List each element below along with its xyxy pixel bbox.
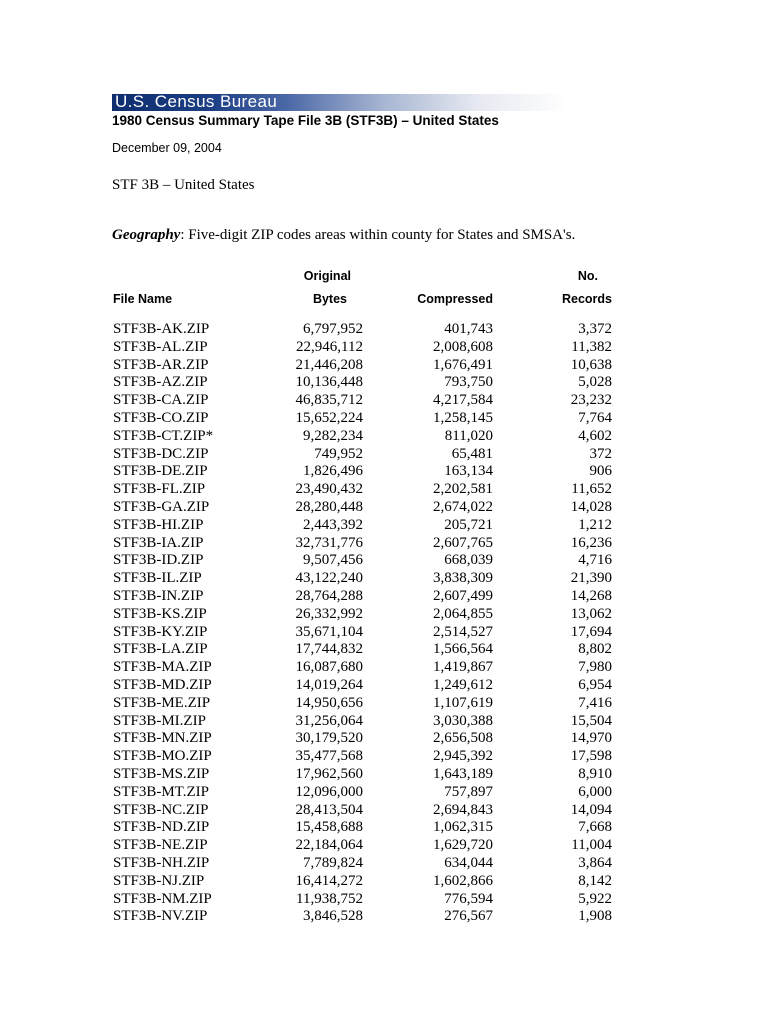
- original-bytes-cell: 28,764,288: [295, 587, 363, 604]
- original-bytes-cell: 28,413,504: [295, 801, 363, 818]
- table-row: [0, 819, 770, 837]
- original-bytes-cell: 14,950,656: [295, 694, 363, 711]
- file-name-cell: STF3B-IA.ZIP: [113, 534, 204, 551]
- file-name-cell: STF3B-CO.ZIP: [113, 409, 209, 426]
- original-bytes-cell: 17,744,832: [295, 641, 363, 658]
- original-bytes-cell: 26,332,992: [295, 605, 363, 622]
- compressed-bytes-cell: 2,945,392: [433, 748, 493, 765]
- table-row: [0, 624, 770, 642]
- table-row: [0, 873, 770, 891]
- file-name-cell: STF3B-MT.ZIP: [113, 783, 209, 800]
- compressed-bytes-cell: 811,020: [444, 427, 493, 444]
- census-bureau-banner: [112, 94, 568, 111]
- file-name-cell: STF3B-MO.ZIP: [113, 748, 212, 765]
- original-bytes-cell: 9,282,234: [303, 427, 363, 444]
- compressed-bytes-cell: 1,602,866: [433, 872, 493, 889]
- original-bytes-cell: 21,446,208: [295, 356, 363, 373]
- records-cell: 23,232: [570, 392, 612, 409]
- geography-label: Geography: [112, 227, 181, 243]
- table-row: [0, 463, 770, 481]
- records-cell: 372: [589, 445, 612, 462]
- records-cell: 7,416: [578, 694, 612, 711]
- table-row: [0, 339, 770, 357]
- table-row: [0, 802, 770, 820]
- table-row: [0, 784, 770, 802]
- original-bytes-cell: 31,256,064: [295, 712, 363, 729]
- file-name-cell: STF3B-MD.ZIP: [113, 676, 212, 693]
- table-row: [0, 374, 770, 392]
- compressed-bytes-cell: 1,249,612: [433, 676, 493, 693]
- records-cell: 4,716: [578, 552, 612, 569]
- file-name-cell: STF3B-HI.ZIP: [113, 516, 204, 533]
- table-row: [0, 606, 770, 624]
- compressed-bytes-cell: 2,607,499: [433, 587, 493, 604]
- compressed-bytes-cell: 4,217,584: [433, 392, 493, 409]
- records-cell: 6,954: [578, 676, 612, 693]
- compressed-bytes-cell: 2,064,855: [433, 605, 493, 622]
- file-name-cell: STF3B-IN.ZIP: [113, 587, 204, 604]
- records-cell: 13,062: [570, 605, 612, 622]
- table-row: [0, 677, 770, 695]
- records-cell: 4,602: [578, 427, 612, 444]
- records-cell: 16,236: [570, 534, 612, 551]
- original-bytes-cell: 15,458,688: [295, 819, 363, 836]
- column-header-original-bottom: Bytes: [312, 292, 347, 306]
- records-cell: 8,802: [578, 641, 612, 658]
- document-date: December 09, 2004: [112, 141, 222, 155]
- original-bytes-cell: 15,652,224: [295, 409, 363, 426]
- original-bytes-cell: 7,789,824: [303, 854, 363, 871]
- records-cell: 5,028: [578, 374, 612, 391]
- records-cell: 7,668: [578, 819, 612, 836]
- file-name-cell: STF3B-FL.ZIP: [113, 481, 206, 498]
- original-bytes-cell: 2,443,392: [303, 516, 363, 533]
- table-row: [0, 321, 770, 339]
- table-row: [0, 446, 770, 464]
- compressed-bytes-cell: 65,481: [451, 445, 493, 462]
- table-row: [0, 517, 770, 535]
- table-row: [0, 837, 770, 855]
- file-name-cell: STF3B-NV.ZIP: [113, 908, 208, 925]
- file-name-cell: STF3B-MS.ZIP: [113, 765, 210, 782]
- records-cell: 5,922: [578, 890, 612, 907]
- records-cell: 14,970: [570, 730, 612, 747]
- file-name-cell: STF3B-IL.ZIP: [113, 570, 202, 587]
- records-cell: 11,382: [571, 338, 612, 355]
- original-bytes-cell: 11,938,752: [296, 890, 363, 907]
- records-cell: 7,764: [578, 409, 612, 426]
- compressed-bytes-cell: 2,514,527: [433, 623, 493, 640]
- records-cell: 1,212: [578, 516, 612, 533]
- original-bytes-cell: 12,096,000: [295, 783, 363, 800]
- original-bytes-cell: 23,490,432: [295, 481, 363, 498]
- table-row: [0, 570, 770, 588]
- original-bytes-cell: 30,179,520: [295, 730, 363, 747]
- compressed-bytes-cell: 1,566,564: [433, 641, 493, 658]
- original-bytes-cell: 17,962,560: [295, 765, 363, 782]
- column-header-records-top: No.: [577, 269, 598, 283]
- table-row: [0, 410, 770, 428]
- original-bytes-cell: 16,414,272: [295, 872, 363, 889]
- compressed-bytes-cell: 2,674,022: [433, 498, 493, 515]
- table-row: [0, 535, 770, 553]
- file-name-cell: STF3B-NM.ZIP: [113, 890, 212, 907]
- original-bytes-cell: 22,946,112: [296, 338, 363, 355]
- records-cell: 8,142: [578, 872, 612, 889]
- compressed-bytes-cell: 3,838,309: [433, 570, 493, 587]
- table-row: [0, 588, 770, 606]
- compressed-bytes-cell: 1,062,315: [433, 819, 493, 836]
- compressed-bytes-cell: 2,607,765: [433, 534, 493, 551]
- table-row: [0, 428, 770, 446]
- file-name-cell: STF3B-AL.ZIP: [113, 338, 208, 355]
- geography-line: [112, 227, 575, 244]
- table-row: [0, 748, 770, 766]
- file-name-cell: STF3B-CT.ZIP*: [113, 427, 214, 444]
- table-row: [0, 730, 770, 748]
- compressed-bytes-cell: 2,202,581: [433, 481, 493, 498]
- records-cell: 1,908: [578, 908, 612, 925]
- file-name-cell: STF3B-DE.ZIP: [113, 463, 208, 480]
- records-cell: 14,094: [570, 801, 612, 818]
- compressed-bytes-cell: 2,656,508: [433, 730, 493, 747]
- original-bytes-cell: 22,184,064: [295, 837, 363, 854]
- compressed-bytes-cell: 668,039: [444, 552, 493, 569]
- records-cell: 17,598: [570, 748, 612, 765]
- compressed-bytes-cell: 1,643,189: [433, 765, 493, 782]
- table-row: [0, 499, 770, 517]
- file-name-cell: STF3B-CA.ZIP: [113, 392, 209, 409]
- original-bytes-cell: 749,952: [314, 445, 363, 462]
- column-header-compressed: Compressed: [417, 292, 493, 306]
- column-header-records-bottom: Records: [561, 292, 612, 306]
- records-cell: 10,638: [570, 356, 612, 373]
- table-row: [0, 908, 770, 926]
- original-bytes-cell: 46,835,712: [295, 392, 363, 409]
- document-subtitle: STF 3B – United States: [112, 177, 255, 193]
- original-bytes-cell: 10,136,448: [295, 374, 363, 391]
- compressed-bytes-cell: 793,750: [444, 374, 493, 391]
- compressed-bytes-cell: 634,044: [444, 854, 493, 871]
- compressed-bytes-cell: 163,134: [444, 463, 493, 480]
- file-name-cell: STF3B-NC.ZIP: [113, 801, 209, 818]
- geography-text: : Five-digit ZIP codes areas within county for States and SMSA's.: [180, 227, 576, 243]
- original-bytes-cell: 32,731,776: [295, 534, 363, 551]
- file-name-cell: STF3B-MN.ZIP: [113, 730, 212, 747]
- records-cell: 8,910: [578, 765, 612, 782]
- file-name-cell: STF3B-MA.ZIP: [113, 659, 212, 676]
- original-bytes-cell: 6,797,952: [303, 321, 363, 337]
- records-cell: 15,504: [570, 712, 612, 729]
- compressed-bytes-cell: 776,594: [444, 890, 493, 907]
- table-row: [0, 552, 770, 570]
- original-bytes-cell: 9,507,456: [303, 552, 363, 569]
- compressed-bytes-cell: 1,676,491: [433, 356, 493, 373]
- original-bytes-cell: 3,846,528: [303, 908, 363, 925]
- original-bytes-cell: 16,087,680: [295, 659, 363, 676]
- original-bytes-cell: 1,826,496: [303, 463, 363, 480]
- compressed-bytes-cell: 1,107,619: [433, 694, 493, 711]
- original-bytes-cell: 14,019,264: [295, 676, 363, 693]
- table-row: [0, 392, 770, 410]
- document-title: 1980 Census Summary Tape File 3B (STF3B) – United States: [112, 113, 499, 128]
- compressed-bytes-cell: 1,258,145: [433, 409, 493, 426]
- file-name-cell: STF3B-ID.ZIP: [113, 552, 204, 569]
- compressed-bytes-cell: 401,743: [444, 321, 493, 337]
- records-cell: 17,694: [570, 623, 612, 640]
- file-name-cell: STF3B-LA.ZIP: [113, 641, 208, 658]
- original-bytes-cell: 28,280,448: [295, 498, 363, 515]
- table-row: [0, 891, 770, 909]
- table-row: [0, 695, 770, 713]
- compressed-bytes-cell: 276,567: [444, 908, 493, 925]
- file-name-cell: STF3B-NH.ZIP: [113, 854, 210, 871]
- table-row: [0, 357, 770, 375]
- file-name-cell: STF3B-AK.ZIP: [113, 321, 210, 337]
- banner-logo-text: U.S. Census Bureau: [115, 92, 278, 111]
- file-name-cell: STF3B-GA.ZIP: [113, 498, 210, 515]
- records-cell: 6,000: [578, 783, 612, 800]
- records-cell: 3,864: [578, 854, 612, 871]
- table-row: [0, 481, 770, 499]
- records-cell: 21,390: [570, 570, 612, 587]
- records-cell: 3,372: [578, 321, 612, 337]
- original-bytes-cell: 43,122,240: [295, 570, 363, 587]
- file-name-cell: STF3B-ME.ZIP: [113, 694, 211, 711]
- column-header-file-name: File Name: [113, 292, 173, 306]
- file-name-cell: STF3B-AR.ZIP: [113, 356, 209, 373]
- compressed-bytes-cell: 1,419,867: [433, 659, 493, 676]
- file-name-cell: STF3B-AZ.ZIP: [113, 374, 208, 391]
- file-name-cell: STF3B-MI.ZIP: [113, 712, 206, 729]
- file-table: [0, 321, 770, 926]
- original-bytes-cell: 35,477,568: [295, 748, 363, 765]
- table-row: [0, 766, 770, 784]
- records-cell: 14,268: [570, 587, 612, 604]
- records-cell: 11,004: [571, 837, 612, 854]
- records-cell: 14,028: [570, 498, 612, 515]
- file-name-cell: STF3B-ND.ZIP: [113, 819, 210, 836]
- compressed-bytes-cell: 757,897: [444, 783, 493, 800]
- column-header-original-top: Original: [303, 269, 351, 283]
- file-name-cell: STF3B-DC.ZIP: [113, 445, 209, 462]
- records-cell: 906: [589, 463, 612, 480]
- records-cell: 7,980: [578, 659, 612, 676]
- file-name-cell: STF3B-KY.ZIP: [113, 623, 208, 640]
- file-name-cell: STF3B-NE.ZIP: [113, 837, 208, 854]
- original-bytes-cell: 35,671,104: [295, 623, 363, 640]
- table-row: [0, 641, 770, 659]
- compressed-bytes-cell: 1,629,720: [433, 837, 493, 854]
- compressed-bytes-cell: 2,008,608: [433, 338, 493, 355]
- records-cell: 11,652: [571, 481, 612, 498]
- file-name-cell: STF3B-KS.ZIP: [113, 605, 207, 622]
- compressed-bytes-cell: 2,694,843: [433, 801, 493, 818]
- table-row: [0, 713, 770, 731]
- compressed-bytes-cell: 3,030,388: [433, 712, 493, 729]
- table-row: [0, 659, 770, 677]
- table-row: [0, 855, 770, 873]
- file-name-cell: STF3B-NJ.ZIP: [113, 872, 205, 889]
- compressed-bytes-cell: 205,721: [444, 516, 493, 533]
